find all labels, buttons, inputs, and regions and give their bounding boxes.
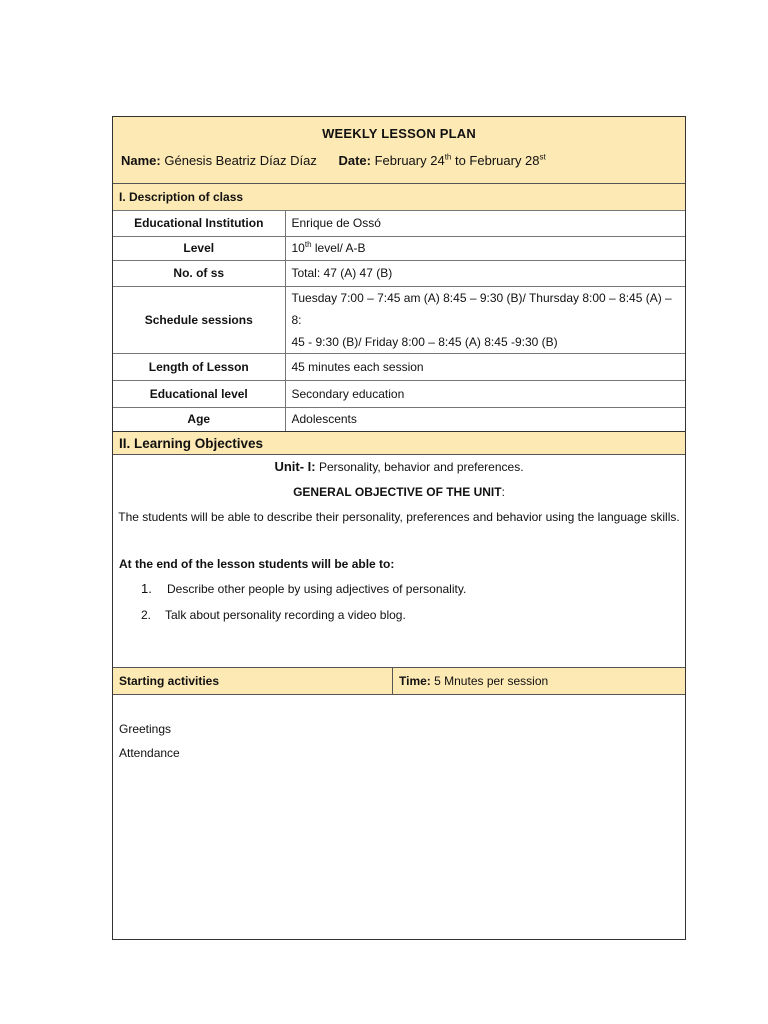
name-value: Génesis Beatriz Díaz Díaz	[164, 153, 317, 168]
unit-label: Unit- I:	[274, 459, 316, 474]
table-row	[113, 260, 685, 286]
time-cell	[393, 668, 548, 694]
table-row	[113, 407, 685, 431]
table-row	[113, 236, 685, 260]
plan-title: WEEKLY LESSON PLAN	[322, 126, 476, 141]
table-row	[113, 380, 685, 407]
row-value: Adolescents	[291, 412, 357, 427]
date-label: Date:	[338, 153, 371, 168]
list-text: Describe other people by using adjectives of personality.	[167, 582, 467, 596]
row-label: Schedule sessions	[113, 286, 285, 353]
unit-line	[113, 459, 685, 474]
description-table	[113, 211, 685, 431]
name-date-line	[121, 153, 546, 168]
table-row	[113, 353, 685, 380]
starting-activities-header	[113, 668, 685, 695]
row-label: No. of ss	[113, 260, 285, 286]
general-objective-title: GENERAL OBJECTIVE OF THE UNIT:	[293, 485, 505, 499]
row-value: Tuesday 7:00 – 7:45 am (A) 8:45 – 9:30 (B)/ Thursday 8:00 – 8:45 (A) – 8: 45 - 9:30 (B)/ Friday 8:00 – 8:45 (A) 8:45 -9:30 (B)	[285, 286, 685, 353]
row-label: Level	[113, 236, 285, 260]
row-label: Age	[113, 407, 285, 431]
general-objective-text: The students will be able to describe their personality, preferences and behavior using the language skills.	[118, 510, 680, 524]
end-of-lesson-title: At the end of the lesson students will be able to:	[119, 557, 395, 571]
starting-activities-body	[113, 695, 685, 939]
name-label: Name:	[121, 153, 161, 168]
row-value: 45 minutes each session	[285, 353, 685, 380]
row-value: Total: 47 (A) 47 (B)	[285, 260, 685, 286]
activity-item: Attendance	[119, 746, 180, 760]
section-objectives-title: II. Learning Objectives	[113, 431, 685, 455]
activity-item: Greetings	[119, 722, 172, 736]
date-value: February 24th to February 28st	[374, 152, 546, 168]
time-label: Time:	[399, 674, 431, 688]
section-description-title: I. Description of class	[113, 184, 685, 211]
row-value: Secondary education	[285, 380, 685, 407]
list-text: Talk about personality recording a video blog.	[165, 608, 406, 622]
list-item	[141, 581, 466, 596]
list-number: 2.	[141, 608, 152, 622]
row-value: Enrique de Ossó	[285, 211, 685, 236]
list-number: 1.	[141, 581, 152, 596]
row-value: 10th level/ A-B	[285, 236, 685, 260]
table-row	[113, 211, 685, 236]
lesson-plan-sheet	[112, 116, 686, 940]
unit-text: Personality, behavior and preferences.	[315, 460, 524, 474]
list-item	[141, 608, 406, 622]
row-label: Educational level	[113, 380, 285, 407]
row-label: Length of Lesson	[113, 353, 285, 380]
time-value: 5 Mnutes per session	[430, 674, 549, 688]
table-row	[113, 286, 685, 353]
row-label: Educational Institution	[113, 211, 285, 236]
plan-header	[113, 117, 685, 184]
objectives-body	[113, 455, 685, 668]
starting-activities-title: Starting activities	[113, 668, 393, 694]
